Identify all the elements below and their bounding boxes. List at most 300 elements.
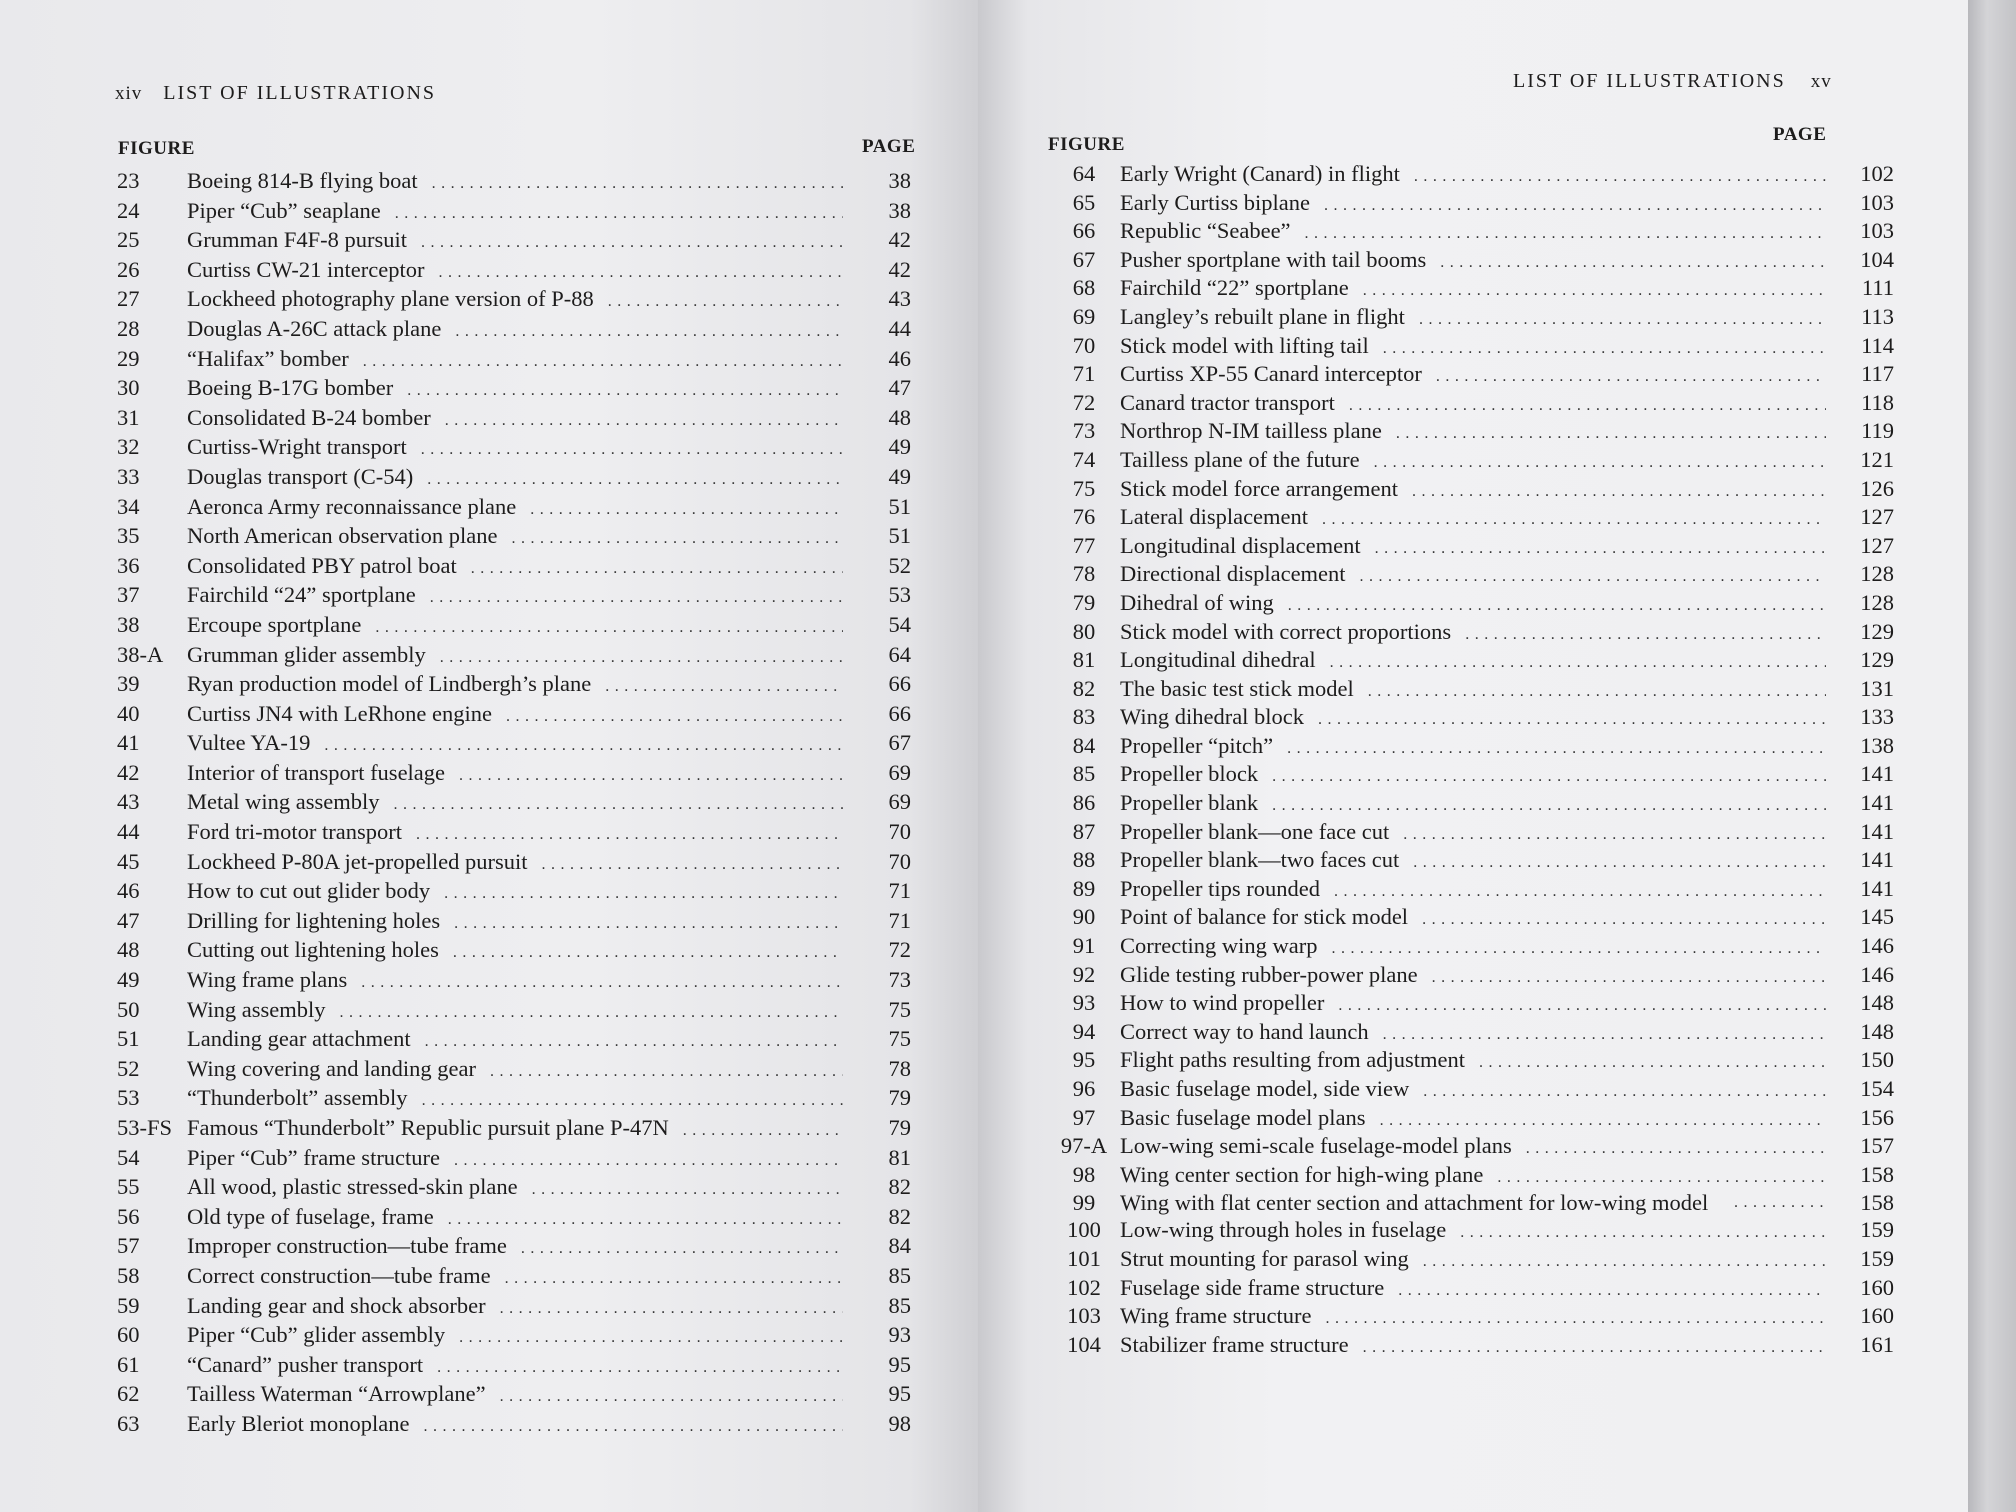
- page-number: 121: [1860, 446, 1894, 472]
- left-page-column-label: PAGE: [862, 136, 916, 157]
- dot-leader: [324, 731, 843, 761]
- page-number: 128: [1860, 589, 1894, 615]
- dot-leader: [1423, 1078, 1826, 1107]
- figure-number: 97: [1072, 1104, 1096, 1130]
- dot-leader: [453, 938, 843, 968]
- figure-number: 67: [1072, 246, 1096, 272]
- figure-number: 104: [1067, 1331, 1101, 1357]
- figure-number: 76: [1072, 504, 1096, 530]
- figure-title: Low-wing semi-scale fuselage-model plans: [1120, 1133, 1512, 1159]
- page-number: 95: [888, 1381, 911, 1407]
- dot-leader: [448, 1205, 843, 1235]
- figure-title: Correct way to hand launch: [1120, 1018, 1369, 1044]
- figure-title: Fairchild “22” sportplane: [1120, 275, 1349, 301]
- list-item: [117, 1320, 925, 1350]
- figure-number: 59: [117, 1292, 140, 1318]
- figure-number: 68: [1072, 275, 1096, 301]
- list-item: [117, 1291, 925, 1321]
- dot-leader: [1322, 506, 1826, 535]
- list-item: [1048, 1104, 1908, 1133]
- list-item: [117, 344, 925, 374]
- list-item: [1048, 446, 1908, 475]
- figure-title: Stabilizer frame structure: [1120, 1331, 1349, 1357]
- figure-title: Stick model force arrangement: [1120, 475, 1399, 501]
- figure-number: 101: [1067, 1245, 1101, 1271]
- figure-title: North American observation plane: [187, 523, 498, 549]
- figure-number: 30: [117, 375, 140, 401]
- dot-leader: [683, 1116, 843, 1146]
- page-number: 51: [888, 493, 911, 519]
- figure-number: 24: [117, 197, 140, 223]
- page-number: 119: [1861, 418, 1894, 444]
- figure-title: Basic fuselage model plans: [1120, 1104, 1366, 1130]
- figure-number: 86: [1072, 790, 1096, 816]
- figure-number: 46: [117, 878, 140, 904]
- page-number: 159: [1860, 1217, 1894, 1243]
- figure-title: Old type of fuselage, frame: [187, 1203, 434, 1229]
- dot-leader: [1432, 964, 1826, 993]
- dot-leader: [608, 287, 843, 317]
- page-number: 141: [1860, 790, 1894, 816]
- page-number: 154: [1860, 1076, 1894, 1101]
- list-item: [1048, 703, 1908, 732]
- figure-number: 39: [117, 671, 140, 697]
- figure-number: 74: [1072, 446, 1096, 472]
- figure-title: Glide testing rubber-power plane: [1120, 961, 1418, 987]
- dot-leader: [1436, 363, 1826, 392]
- list-item: [1048, 503, 1908, 532]
- figure-title: Boeing B-17G bomber: [187, 375, 394, 401]
- figure-title: Piper “Cub” seaplane: [187, 197, 381, 223]
- list-item: [1048, 1302, 1908, 1331]
- figure-number: 38-A: [117, 641, 164, 667]
- list-item: [1048, 818, 1908, 847]
- dot-leader: [1380, 1107, 1826, 1136]
- page-number: 146: [1860, 933, 1894, 959]
- list-item: [1048, 961, 1908, 990]
- figure-title: Drilling for lightening holes: [187, 907, 441, 933]
- dot-leader: [1413, 849, 1826, 878]
- list-item: [1048, 303, 1908, 332]
- right-page-column-label: PAGE: [1773, 124, 1827, 145]
- figure-title: Wing assembly: [187, 996, 326, 1022]
- list-item: [1048, 532, 1908, 561]
- list-item: [1048, 1132, 1908, 1161]
- figure-number: 88: [1072, 847, 1096, 873]
- dot-leader: [1383, 335, 1826, 364]
- page-number: 128: [1860, 561, 1894, 587]
- figure-title: Douglas transport (C-54): [187, 463, 414, 489]
- dot-leader: [1383, 1021, 1826, 1050]
- list-item: [117, 1083, 925, 1113]
- page-number: 72: [888, 937, 911, 963]
- list-item: [117, 403, 925, 433]
- list-item: [117, 462, 925, 492]
- list-item: [117, 1113, 925, 1143]
- list-item: [117, 935, 925, 965]
- dot-leader: [459, 1323, 843, 1353]
- figure-title: Propeller blank—two faces cut: [1120, 847, 1400, 873]
- dot-leader: [505, 1264, 843, 1294]
- page-number: 38: [888, 168, 911, 193]
- figure-number: 41: [117, 730, 140, 756]
- figure-number: 37: [117, 582, 140, 608]
- dot-leader: [1419, 306, 1826, 335]
- figure-title: Douglas A-26C attack plane: [187, 315, 442, 341]
- list-item: [117, 255, 925, 285]
- dot-leader: [421, 435, 843, 465]
- figure-title: Wing frame structure: [1120, 1303, 1312, 1329]
- figure-title: Grumman F4F-8 pursuit: [187, 227, 408, 253]
- dot-leader: [1331, 935, 1826, 964]
- list-item: [117, 284, 925, 314]
- list-item: [1048, 1216, 1908, 1245]
- dot-leader: [521, 1234, 843, 1264]
- figure-title: Wing center section for high-wing plane: [1120, 1161, 1484, 1187]
- dot-leader: [459, 761, 843, 791]
- figure-title: Propeller “pitch”: [1120, 732, 1274, 758]
- page-number: 118: [1861, 389, 1894, 415]
- page-number: 127: [1860, 504, 1894, 530]
- dot-leader: [437, 1353, 843, 1383]
- list-item: [117, 787, 925, 817]
- page-number: 148: [1860, 1018, 1894, 1044]
- list-item: [1048, 217, 1908, 246]
- figure-title: Correcting wing warp: [1120, 933, 1318, 959]
- figure-number: 38: [117, 611, 140, 637]
- list-item: [1048, 846, 1908, 875]
- list-item: [1048, 1046, 1908, 1075]
- figure-number: 23: [117, 168, 140, 193]
- page-number: 145: [1860, 904, 1894, 930]
- list-item: [1048, 1075, 1908, 1104]
- figure-title: Cutting out lightening holes: [187, 937, 439, 963]
- list-item: [117, 551, 925, 581]
- list-item: [1048, 732, 1908, 761]
- page-number: 161: [1860, 1331, 1894, 1357]
- figure-number: 34: [117, 493, 140, 519]
- figure-number: 82: [1072, 675, 1096, 701]
- page-number: 43: [888, 286, 911, 312]
- list-item: [117, 1231, 925, 1261]
- left-page: [0, 0, 978, 1512]
- list-item: [117, 166, 925, 196]
- figure-number: 50: [117, 996, 140, 1022]
- dot-leader: [530, 495, 843, 525]
- figure-title: Langley’s rebuilt plane in flight: [1120, 303, 1405, 329]
- page-number: 160: [1860, 1274, 1894, 1300]
- figure-number: 84: [1072, 732, 1096, 758]
- figure-title: Curtiss JN4 with LeRhone engine: [187, 700, 492, 726]
- figure-number: 65: [1072, 189, 1096, 215]
- dot-leader: [1375, 535, 1826, 564]
- figure-number: 80: [1072, 618, 1096, 644]
- list-item: [117, 758, 925, 788]
- figure-title: Basic fuselage model, side view: [1120, 1076, 1410, 1101]
- figure-title: How to cut out glider body: [187, 878, 431, 904]
- figure-title: Stick model with correct proportions: [1120, 618, 1452, 644]
- dot-leader: [1374, 449, 1826, 478]
- figure-title: How to wind propeller: [1120, 990, 1325, 1016]
- figure-title: Pusher sportplane with tail booms: [1120, 246, 1427, 272]
- dot-leader: [1460, 1219, 1826, 1248]
- list-item: [1048, 989, 1908, 1018]
- list-item: [117, 580, 925, 610]
- list-item: [1048, 1018, 1908, 1047]
- list-item: [117, 1409, 925, 1439]
- dot-leader: [532, 1175, 843, 1205]
- page-number: 131: [1860, 675, 1894, 701]
- figure-title: Tailless Waterman “Arrowplane”: [187, 1381, 486, 1407]
- figure-number: 63: [117, 1410, 140, 1436]
- page-edge: [1968, 0, 2016, 1512]
- page-number: 138: [1860, 732, 1894, 758]
- page-number: 70: [888, 848, 911, 874]
- dot-leader: [1398, 1277, 1826, 1306]
- dot-leader: [1272, 763, 1826, 792]
- right-page-number: xv: [1810, 71, 1832, 92]
- figure-title: Republic “Seabee”: [1120, 218, 1291, 244]
- list-item: [1048, 589, 1908, 618]
- page-number: 156: [1860, 1104, 1894, 1130]
- figure-number: 35: [117, 523, 140, 549]
- list-item: [1048, 675, 1908, 704]
- list-item: [117, 1379, 925, 1409]
- figure-number: 48: [117, 937, 140, 963]
- figure-number: 98: [1072, 1161, 1096, 1187]
- list-item: [117, 906, 925, 936]
- dot-leader: [1363, 1334, 1826, 1363]
- figure-number: 78: [1072, 561, 1096, 587]
- dot-leader: [363, 347, 843, 377]
- figure-number: 89: [1072, 875, 1096, 901]
- figure-number: 55: [117, 1174, 140, 1200]
- figure-number: 99: [1072, 1190, 1096, 1216]
- figure-title: Curtiss-Wright transport: [187, 434, 407, 460]
- figure-title: Famous “Thunderbolt” Republic pursuit plane P-47N: [187, 1115, 669, 1140]
- dot-leader: [1403, 821, 1826, 850]
- list-item: [1048, 274, 1908, 303]
- page-number: 78: [888, 1055, 911, 1081]
- page-number: 52: [888, 552, 911, 578]
- page-number: 48: [888, 404, 911, 430]
- page-number: 44: [888, 315, 911, 341]
- page-number: 141: [1860, 818, 1894, 844]
- list-item: [1048, 618, 1908, 647]
- dot-leader: [490, 1057, 843, 1087]
- list-item: [1048, 360, 1908, 389]
- page-number: 126: [1860, 475, 1894, 501]
- page-number: 95: [888, 1351, 911, 1377]
- figure-title: Propeller tips rounded: [1120, 875, 1320, 901]
- figure-number: 53-FS: [117, 1115, 173, 1140]
- dot-leader: [1360, 563, 1826, 592]
- figure-number: 77: [1072, 532, 1096, 558]
- dot-leader: [1272, 792, 1826, 821]
- figure-title: Ryan production model of Lindbergh’s plane: [187, 671, 592, 697]
- page-number: 46: [888, 345, 911, 371]
- figure-title: Northrop N-IM tailless plane: [1120, 418, 1382, 444]
- figure-number: 33: [117, 463, 140, 489]
- dot-leader: [430, 583, 843, 613]
- figure-title: Strut mounting for parasol wing: [1120, 1245, 1409, 1271]
- right-running-head-title: LIST OF ILLUSTRATIONS: [1513, 70, 1786, 92]
- page-number: 64: [888, 641, 911, 667]
- page-number: 141: [1860, 847, 1894, 873]
- figure-title: Ercoupe sportplane: [187, 611, 362, 637]
- page-number: 49: [888, 434, 911, 460]
- figure-title: Lateral displacement: [1120, 504, 1309, 530]
- figure-title: Canard tractor transport: [1120, 389, 1335, 415]
- dot-leader: [339, 998, 843, 1028]
- figure-number: 100: [1067, 1217, 1101, 1243]
- page-number: 85: [888, 1292, 911, 1318]
- dot-leader: [1414, 163, 1826, 192]
- figure-number: 32: [117, 434, 140, 460]
- page-number: 129: [1860, 647, 1894, 673]
- page-number: 53: [888, 582, 911, 608]
- figure-title: Longitudinal displacement: [1120, 532, 1361, 558]
- right-figure-column-label: FIGURE: [1048, 134, 1125, 155]
- dot-leader: [427, 465, 843, 495]
- page-number: 67: [888, 730, 911, 756]
- dot-leader: [444, 879, 843, 909]
- page-number: 47: [888, 375, 911, 401]
- figure-number: 70: [1072, 332, 1096, 358]
- dot-leader: [1305, 220, 1826, 249]
- page-number: 102: [1860, 161, 1894, 186]
- dot-leader: [416, 820, 843, 850]
- list-item: [117, 876, 925, 906]
- figure-title: Interior of transport fuselage: [187, 759, 446, 785]
- list-item: [1048, 760, 1908, 789]
- figure-number: 90: [1072, 904, 1096, 930]
- list-item: [117, 1172, 925, 1202]
- figure-title: Curtiss XP-55 Canard interceptor: [1120, 361, 1422, 387]
- dot-leader: [1479, 1049, 1826, 1078]
- figure-number: 85: [1072, 761, 1096, 787]
- page-number: 117: [1861, 361, 1894, 387]
- page-number: 150: [1860, 1047, 1894, 1073]
- list-item: [117, 640, 925, 670]
- page-number: 71: [888, 878, 911, 904]
- dot-leader: [1412, 478, 1826, 507]
- dot-leader: [1330, 649, 1826, 678]
- figure-number: 69: [1072, 303, 1096, 329]
- dot-leader: [1318, 706, 1826, 735]
- figure-number: 36: [117, 552, 140, 578]
- list-item: [117, 432, 925, 462]
- dot-leader: [454, 1146, 843, 1176]
- figure-number: 75: [1072, 475, 1096, 501]
- dot-leader: [422, 1086, 843, 1116]
- page-number: 158: [1860, 1161, 1894, 1187]
- page-number: 103: [1860, 189, 1894, 215]
- dot-leader: [1338, 992, 1826, 1021]
- list-item: [117, 1143, 925, 1173]
- dot-leader: [407, 376, 843, 406]
- page-number: 75: [888, 1026, 911, 1052]
- dot-leader: [440, 643, 843, 673]
- figure-number: 51: [117, 1026, 140, 1052]
- left-figure-column-label: FIGURE: [118, 138, 195, 159]
- figure-number: 25: [117, 227, 140, 253]
- figure-number: 29: [117, 345, 140, 371]
- figure-number: 52: [117, 1055, 140, 1081]
- figure-number: 58: [117, 1262, 140, 1288]
- figure-title: Consolidated B-24 bomber: [187, 404, 431, 430]
- list-item: [117, 492, 925, 522]
- list-item: [1048, 160, 1908, 189]
- figure-number: 79: [1072, 589, 1096, 615]
- figure-title: Fuselage side frame structure: [1120, 1274, 1385, 1300]
- page-number: 54: [888, 611, 911, 637]
- figure-title: Wing with flat center section and attachment for low-wing model: [1120, 1190, 1709, 1216]
- figure-number: 73: [1072, 418, 1096, 444]
- dot-leader: [454, 909, 843, 939]
- figure-title: Propeller blank—one face cut: [1120, 818, 1390, 844]
- list-item: [117, 995, 925, 1025]
- figure-title: Longitudinal dihedral: [1120, 647, 1316, 673]
- figure-number: 72: [1072, 389, 1096, 415]
- list-item: [117, 965, 925, 995]
- dot-leader: [1422, 906, 1826, 935]
- page-number: 42: [888, 256, 911, 282]
- figure-title: Lockheed photography plane version of P-88: [187, 286, 594, 312]
- figure-number: 44: [117, 819, 140, 845]
- figure-number: 60: [117, 1322, 140, 1348]
- figure-title: Ford tri-motor transport: [187, 819, 402, 845]
- figure-title: Point of balance for stick model: [1120, 904, 1409, 930]
- figure-title: Landing gear attachment: [187, 1026, 411, 1052]
- figure-title: Lockheed P-80A jet-propelled pursuit: [187, 848, 528, 874]
- dot-leader: [423, 1412, 843, 1442]
- dot-leader: [1526, 1135, 1826, 1164]
- figure-title: Correct construction—tube frame: [187, 1262, 491, 1288]
- figure-title: “Canard” pusher transport: [187, 1351, 424, 1377]
- right-entry-list: [1048, 160, 1908, 1359]
- figure-title: “Halifax” bomber: [187, 345, 349, 371]
- list-item: [117, 225, 925, 255]
- left-running-head: [115, 82, 436, 105]
- dot-leader: [605, 672, 843, 702]
- dot-leader: [1396, 420, 1826, 449]
- left-running-head-title: LIST OF ILLUSTRATIONS: [163, 82, 437, 104]
- list-item: [1048, 903, 1908, 932]
- figure-title: Curtiss CW-21 interceptor: [187, 256, 425, 282]
- figure-number: 66: [1072, 218, 1096, 244]
- figure-number: 96: [1072, 1076, 1096, 1101]
- dot-leader: [1368, 678, 1826, 707]
- list-item: [117, 728, 925, 758]
- dot-leader: [393, 790, 843, 820]
- list-item: [117, 373, 925, 403]
- list-item: [117, 817, 925, 847]
- figure-title: Directional displacement: [1120, 561, 1346, 587]
- list-item: [1048, 389, 1908, 418]
- list-item: [1048, 789, 1908, 818]
- figure-title: Wing frame plans: [187, 967, 348, 993]
- figure-number: 49: [117, 967, 140, 993]
- dot-leader: [1349, 392, 1826, 421]
- list-item: [1048, 560, 1908, 589]
- figure-title: Early Wright (Canard) in flight: [1120, 161, 1400, 186]
- list-item: [1048, 875, 1908, 904]
- page-number: 79: [888, 1085, 911, 1111]
- page-number: 66: [888, 671, 911, 697]
- list-item: [1048, 1189, 1908, 1216]
- list-item: [1048, 1161, 1908, 1190]
